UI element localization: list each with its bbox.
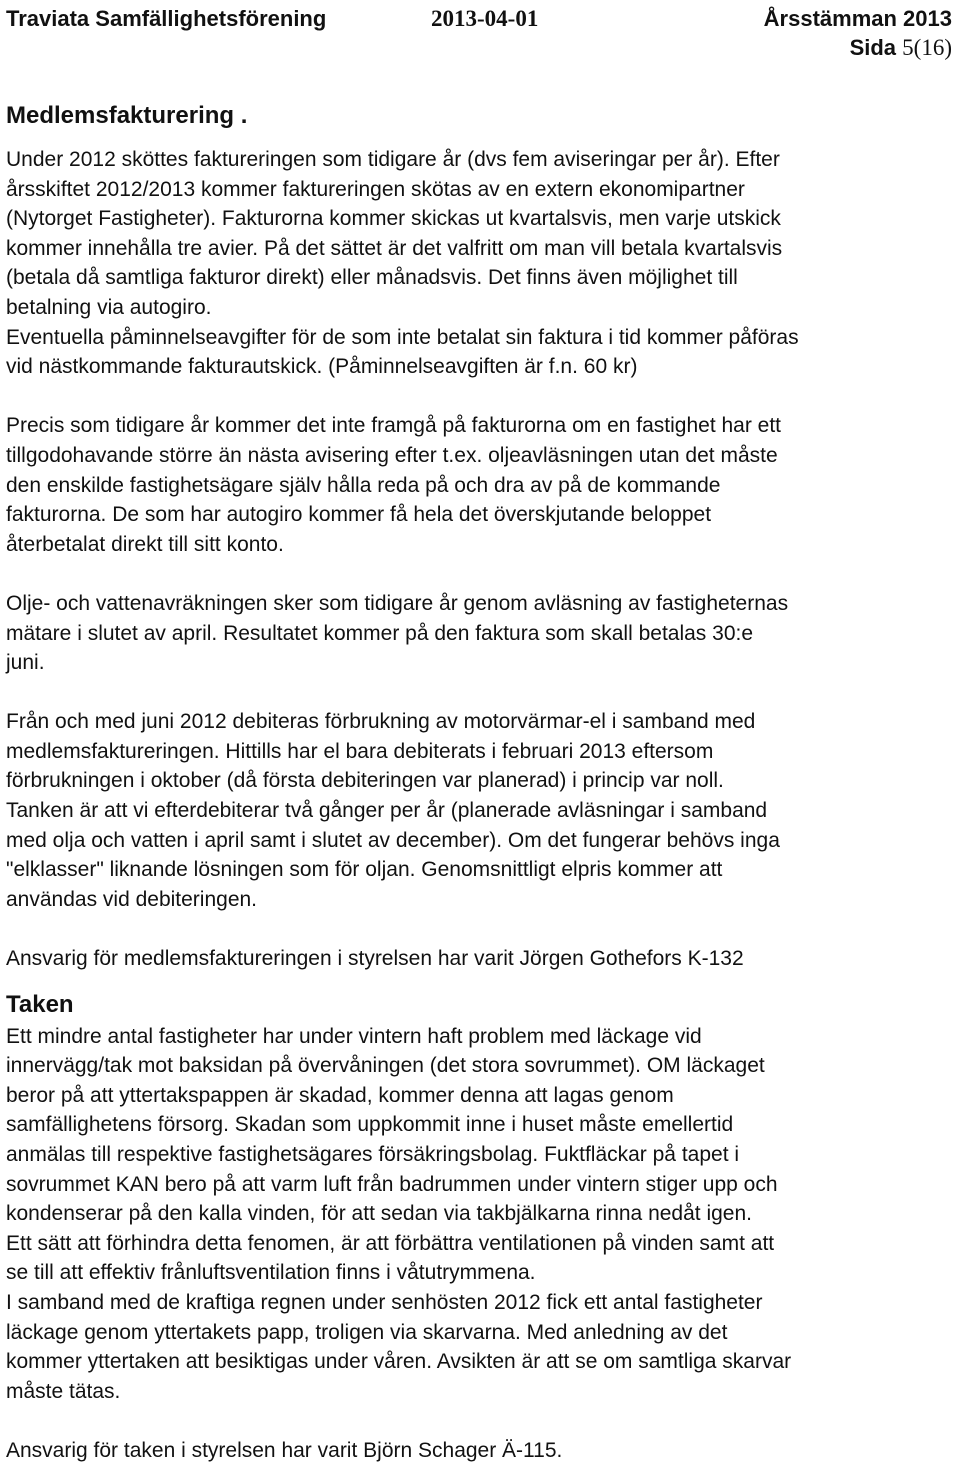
text-line: betalning via autogiro. — [6, 295, 212, 319]
text-line: förbrukningen i oktober (då första debiteringen var planerad) i princip var noll. — [6, 769, 724, 793]
text-line: medlemsfaktureringen. Hittills har el bara debiterats i februari 2013 eftersom — [6, 739, 714, 763]
spacer — [6, 678, 958, 708]
spacer — [6, 382, 958, 412]
text-line: sovrummet KAN bero på att varm luft från badrummen under vintern stiger upp och — [6, 1172, 778, 1196]
text-line: mätare i slutet av april. Resultatet kommer på den faktura som skall betalas 30:e — [6, 621, 754, 645]
spacer — [6, 1406, 958, 1436]
text-line: fakturorna. De som har autogiro kommer få hela det överskjutande beloppet — [6, 503, 712, 527]
section-heading-billing: Medlemsfakturering . — [6, 102, 248, 129]
text-line: återbetalat direkt till sitt konto. — [6, 532, 284, 556]
text-line: läckage genom yttertakets papp, troligen via skarvarna. Med anledning av det — [6, 1320, 728, 1344]
text-line: Olje- och vattenavräkningen sker som tidigare år genom avläsning av fastigheternas — [6, 591, 789, 615]
text-line: användas vid debiteringen. — [6, 887, 258, 911]
page-number — [850, 33, 952, 63]
roof-responsible: Ansvarig för taken i styrelsen har varit Björn Schager Ä-115. — [6, 1438, 563, 1462]
text-line: Precis som tidigare år kommer det inte framgå på fakturorna om en fastighet har ett — [6, 414, 782, 438]
text-line: (betala då samtliga fakturor direkt) eller månadsvis. Det finns även möjlighet till — [6, 266, 738, 290]
text-line: måste tätas. — [6, 1379, 121, 1403]
spacer — [6, 559, 958, 589]
text-line: Under 2012 sköttes faktureringen som tidigare år (dvs fem aviseringar per år). Efter — [6, 148, 780, 171]
billing-paragraph — [6, 145, 958, 382]
page-label: Sida — [849, 35, 897, 60]
text-line: Ett sätt att förhindra detta fenomen, är att förbättra ventilationen på vinden samt att — [6, 1231, 775, 1255]
document-date: 2013-04-01 — [431, 6, 539, 31]
organization-name: Traviata Samfällighetsförening — [6, 6, 327, 31]
text-line: Från och med juni 2012 debiteras förbrukning av motorvärmar-el i samband med — [6, 710, 756, 734]
page-number-value: 5(16) — [902, 35, 952, 60]
text-line: se till att effektiv frånluftsventilation finns i våtutrymmena. — [6, 1261, 536, 1285]
text-line: Ett mindre antal fastigheter har under vintern haft problem med läckage vid — [6, 1024, 702, 1048]
text-line: kondenserar på den kalla vinden, för att sedan via takbjälkarna rinna nedåt igen. — [6, 1202, 752, 1226]
text-line: vid nästkommande fakturautskick. (Påminnelseavgiften är f.n. 60 kr) — [6, 355, 638, 379]
section-heading-roof: Taken — [6, 990, 74, 1018]
text-line: med olja och vatten i april samt i slutet av december). Om det fungerar behövs inga — [6, 828, 780, 852]
text-line: Eventuella påminnelseavgifter för de som inte betalat sin faktura i tid kommer påföras — [6, 325, 799, 349]
text-line: beror på att yttertakspappen är skadad, kommer denna att lagas genom — [6, 1083, 674, 1107]
text-line: juni. — [6, 651, 45, 675]
page-header — [6, 4, 952, 34]
text-line: I samband med de kraftiga regnen under senhösten 2012 fick ett antal fastigheter — [6, 1290, 763, 1314]
spacer — [6, 914, 958, 944]
electricity-paragraph — [6, 707, 958, 914]
text-line: innervägg/tak mot baksidan på övervåningen (det stora sovrummet). OM läckaget — [6, 1054, 765, 1078]
text-line: (Nytorget Fastigheter). Fakturorna kommer skickas ut kvartalsvis, men varje utskick — [6, 207, 781, 231]
text-line: den enskilde fastighetsägare själv hålla reda på och dra av på de kommande — [6, 473, 721, 497]
text-line: tillgodohavande större än nästa avisering efter t.ex. oljeavläsningen utan det måste — [6, 443, 778, 467]
text-line: kommer yttertaken att besiktigas under våren. Avsikten är att se om samtliga skarvar — [6, 1350, 792, 1374]
text-line: årsskiftet 2012/2013 kommer faktureringen skötas av en extern ekonomipartner — [6, 177, 745, 201]
credit-paragraph — [6, 411, 958, 559]
text-line: Tanken är att vi efterdebiterar två gånger per år (planerade avläsningar i samband — [6, 799, 768, 823]
meeting-title: Årsstämman 2013 — [763, 6, 952, 31]
billing-responsible: Ansvarig för medlemsfaktureringen i styrelsen har varit Jörgen Gothefors K-132 — [6, 947, 744, 971]
text-line: "elklasser" liknande lösningen som för oljan. Genomsnittligt elpris kommer att — [6, 858, 723, 882]
roof-paragraph — [6, 1022, 958, 1407]
oil-water-paragraph — [6, 589, 958, 678]
spacer — [6, 131, 958, 145]
document-body — [6, 101, 958, 1466]
text-line: samfällighetens försorg. Skadan som uppkommit inne i huset måste emellertid — [6, 1113, 734, 1137]
text-line: anmälas till respektive fastighetsägares försäkringsbolag. Fuktfläckar på tapet i — [6, 1143, 740, 1166]
spacer — [6, 974, 958, 988]
text-line: kommer innehålla tre avier. På det sättet är det valfritt om man vill betala kvartalsvis — [6, 236, 783, 260]
